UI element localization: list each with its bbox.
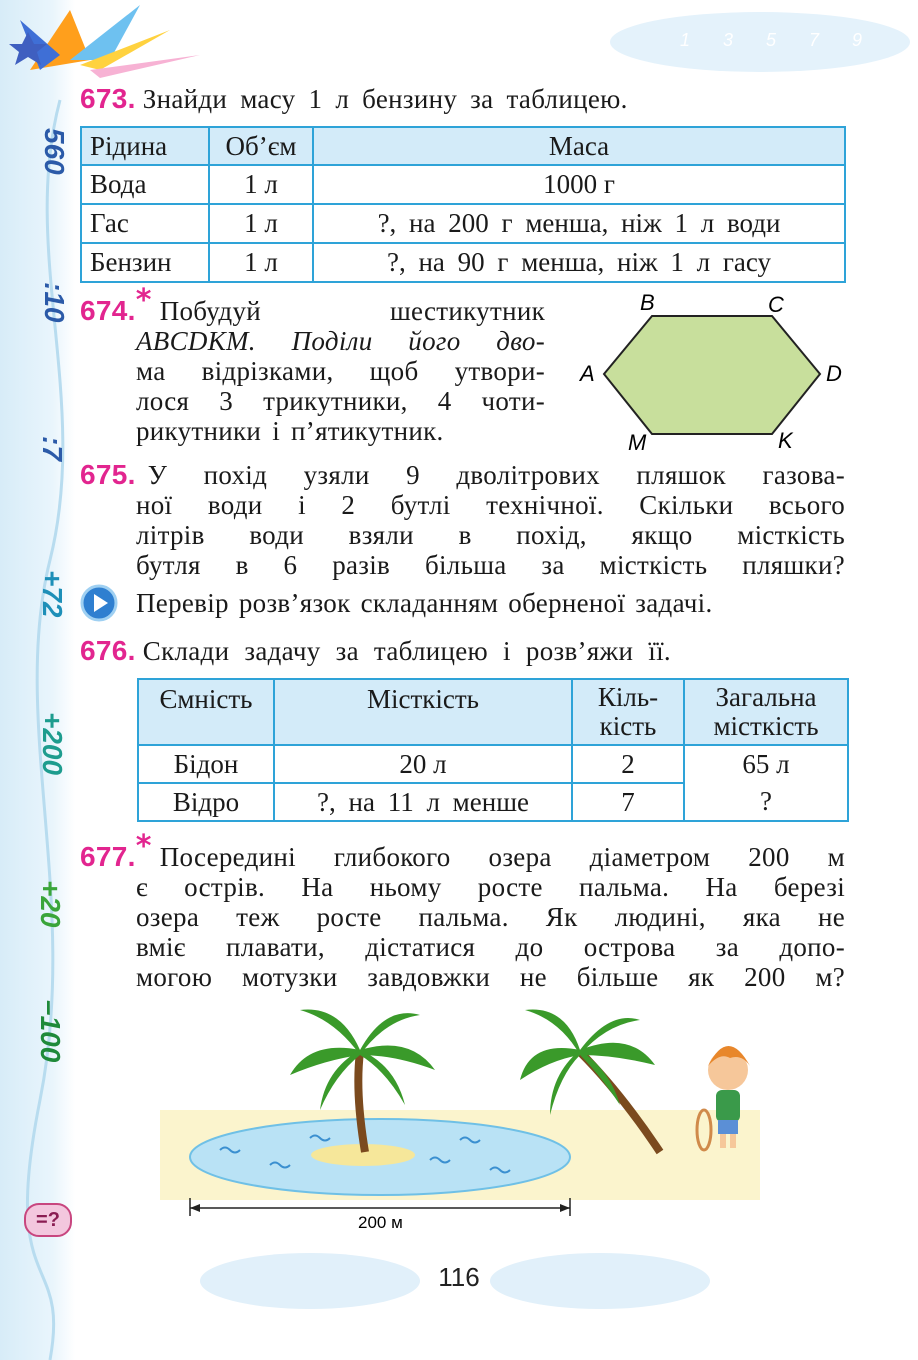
ex674-line: лося 3 трикутники, 4 чоти-	[136, 386, 545, 416]
ex674-line: ма відрізками, щоб утвори-	[136, 356, 545, 386]
page-number: 116	[438, 1262, 480, 1292]
ex673-number: 673.	[80, 83, 136, 114]
ex677-line: вміє плавати, дістатися до острова за допо-	[136, 932, 845, 962]
margin-label-minus100: –100	[35, 1000, 66, 1063]
ex676-header: Місткість	[274, 679, 572, 745]
ex673-header: Об’єм	[209, 127, 313, 165]
vertex-label: A	[580, 361, 595, 386]
ex677-line: є острів. На ньому росте пальма. На березі	[136, 872, 845, 902]
table-cell: Відро	[138, 783, 274, 821]
vertex-label: M	[628, 430, 647, 455]
diameter-label: 200 м	[358, 1213, 403, 1232]
ex675-line: ної води і 2 бутлі технічної. Скільки всього	[136, 490, 845, 520]
table-cell: Бідон	[138, 745, 274, 783]
ex673-task	[80, 84, 780, 114]
play-icon	[80, 584, 118, 622]
vertex-label: B	[640, 290, 655, 315]
ex676-header: Ємність	[138, 679, 274, 745]
table-cell: 20 л	[274, 745, 572, 783]
ex675-task	[80, 460, 845, 618]
ex677-line: озера теж росте пальма. Як людині, яка не	[136, 902, 845, 932]
ex675-line: У похід узяли 9 дволітрових пляшок газова-	[147, 460, 845, 490]
ex677-task	[80, 829, 845, 992]
hexagon-figure	[572, 288, 862, 458]
ex673-text: Знайди масу 1 л бензину за таблицею.	[142, 84, 628, 114]
ex673-table	[80, 126, 846, 283]
table-cell: 65 л	[684, 745, 848, 783]
hexagon-shape	[604, 316, 820, 434]
table-cell: ?, на 11 л менше	[274, 783, 572, 821]
table-cell: 2	[572, 745, 684, 783]
table-cell: ?, на 90 г менша, ніж 1 л гасу	[313, 243, 845, 282]
table-cell: 1 л	[209, 165, 313, 204]
table-cell: 1 л	[209, 204, 313, 243]
top-numbers: 1 3 5 7 9	[680, 30, 877, 50]
equals-question-icon: =?	[24, 1203, 72, 1237]
table-cell: ?, на 200 г менша, ніж 1 л води	[313, 204, 845, 243]
table-cell: Вода	[81, 165, 209, 204]
table-cell: ?	[684, 783, 848, 821]
table-cell: Гас	[81, 204, 209, 243]
margin-label-div7: :7	[37, 436, 68, 461]
ex676-header: Загальна місткість	[684, 679, 848, 745]
ex676-header: Кіль- кість	[572, 679, 684, 745]
table-row	[81, 165, 845, 204]
ex677-line: могою мотузки завдовжки не більше як 200 м?	[136, 962, 845, 992]
ex675-number: 675.	[80, 459, 136, 490]
table-row	[81, 243, 845, 282]
ex673-header: Маса	[313, 127, 845, 165]
vertex-label: K	[778, 428, 793, 453]
difficulty-star-icon: *	[135, 283, 152, 318]
palm-leaves	[520, 1010, 655, 1116]
ex674-number: 674.	[80, 295, 136, 326]
table-row	[138, 745, 848, 783]
ex677-line: Посередині глибокого озера діаметром 200 м	[159, 842, 845, 872]
ex676-table	[137, 678, 849, 822]
table-cell: 7	[572, 783, 684, 821]
ex674-line: рикутники і п’ятикутник.	[136, 416, 444, 446]
table-cell: Бензин	[81, 243, 209, 282]
ex676-task	[80, 636, 840, 666]
ex674-task	[80, 283, 545, 446]
margin-label-div10: :10	[39, 282, 70, 323]
ex676-text: Склади задачу за таблицею і розв’яжи її.	[142, 636, 671, 666]
ex675-line: літрів води взяли в похід, якщо місткість	[136, 520, 845, 550]
palm-trunk	[358, 1052, 365, 1152]
table-row	[138, 783, 848, 821]
ex673-header: Рідина	[81, 127, 209, 165]
difficulty-star-icon: *	[135, 829, 152, 864]
vertex-label: C	[768, 292, 784, 317]
margin-label-plus200: +200	[37, 712, 68, 776]
ex674-line: Побудуй шестикутник	[159, 296, 545, 326]
margin-label-plus20: +20	[35, 880, 66, 928]
ex676-number: 676.	[80, 635, 136, 666]
table-row	[81, 204, 845, 243]
table-cell: 1000 г	[313, 165, 845, 204]
margin-label-plus72: +72	[37, 570, 68, 618]
vertex-label: D	[826, 361, 842, 386]
ex675-check: Перевір розв’язок складанням оберненої задачі.	[136, 588, 713, 618]
ex674-line: ABCDKM. Поділи його дво-	[136, 326, 545, 356]
table-cell: 1 л	[209, 243, 313, 282]
ex677-number: 677.	[80, 841, 136, 872]
ex675-line: бутля в 6 разів більша за місткість пляшки?	[136, 550, 845, 580]
lake-illustration	[160, 1000, 800, 1240]
margin-label-560: 560	[39, 128, 70, 175]
